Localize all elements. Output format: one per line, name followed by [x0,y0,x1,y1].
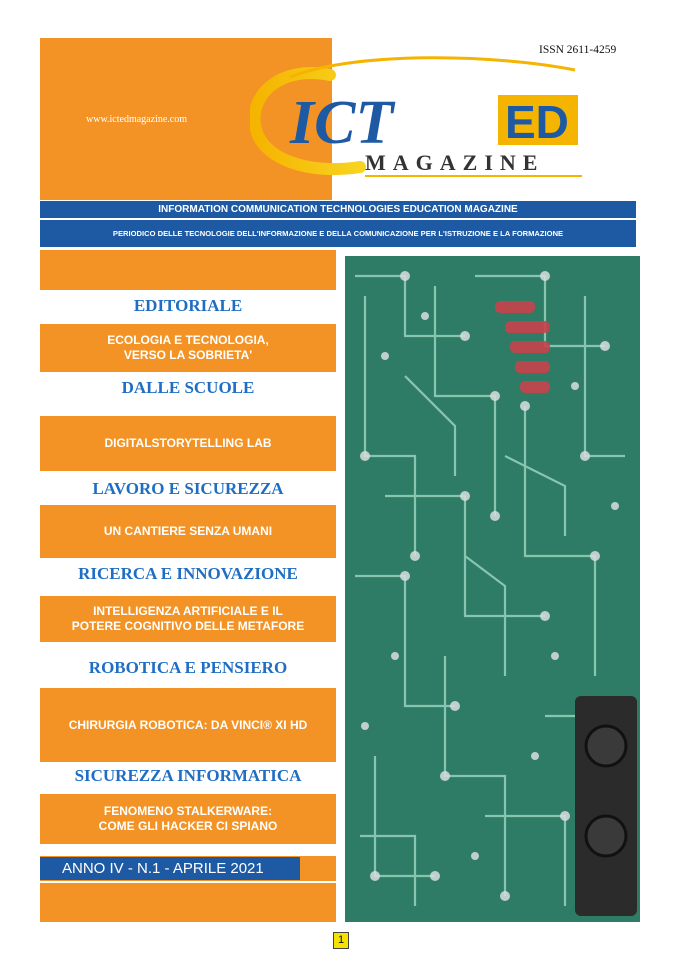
section-title-lavoro-sicurezza[interactable]: LAVORO E SICUREZZA [92,479,284,498]
section-title-editoriale[interactable]: EDITORIALE [133,296,243,315]
article-line: ECOLOGIA E TECNOLOGIA, [107,333,269,347]
article-stalkerware[interactable] [40,794,336,844]
issn-label: ISSN 2611-4259 [539,44,617,56]
section-title-ricerca-innovazione[interactable]: RICERCA E INNOVAZIONE [78,564,298,583]
article-chirurgia-robotica[interactable] [40,688,336,762]
logo-ict-text: ICT [290,89,394,157]
article-line: POTERE COGNITIVO DELLE METAFORE [71,619,305,633]
website-url[interactable]: www.ictedmagazine.com [86,114,187,125]
logo-magazine-text: MAGAZINE [365,150,545,175]
article-line: CHIRURGIA ROBOTICA: DA VINCI® XI HD [68,717,308,732]
article-line: COME GLI HACKER CI SPIANO [98,819,278,833]
banner-subtitle: PERIODICO DELLE TECNOLOGIE DELL'INFORMAZIONE E DELLA COMUNICAZIONE PER L'ISTRUZIONE E LA FORMAZIONE [40,220,636,247]
section-gap [40,881,336,883]
article-line: DIGITALSTORYTELLING LAB [104,436,272,450]
article-intelligenza-artificiale[interactable] [40,596,336,642]
page-number: 1 [333,932,349,949]
section-title-dalle-scuole[interactable]: DALLE SCUOLE [121,378,255,397]
article-digitalstorytelling[interactable] [40,416,336,471]
article-line: VERSO LA SOBRIETA' [123,348,253,362]
circuit-board-image [345,256,640,922]
icted-magazine-logo [250,55,590,190]
section-gap [40,844,336,856]
article-line: INTELLIGENZA ARTIFICIALE E IL [93,604,283,618]
article-line: FENOMENO STALKERWARE: [103,804,273,818]
banner-title: INFORMATION COMMUNICATION TECHNOLOGIES EDUCATION MAGAZINE [40,201,636,218]
article-line: UN CANTIERE SENZA UMANI [103,524,273,538]
section-title-sicurezza-informatica[interactable]: SICUREZZA INFORMATICA [74,766,302,785]
article-ecologia-tecnologia[interactable] [40,324,336,372]
section-title-robotica-pensiero[interactable]: ROBOTICA E PENSIERO [88,658,288,677]
article-cantiere[interactable] [40,505,336,558]
logo-ed-text: ED [505,96,569,148]
issue-label: ANNO IV - N.1 - APRILE 2021 [40,857,300,880]
